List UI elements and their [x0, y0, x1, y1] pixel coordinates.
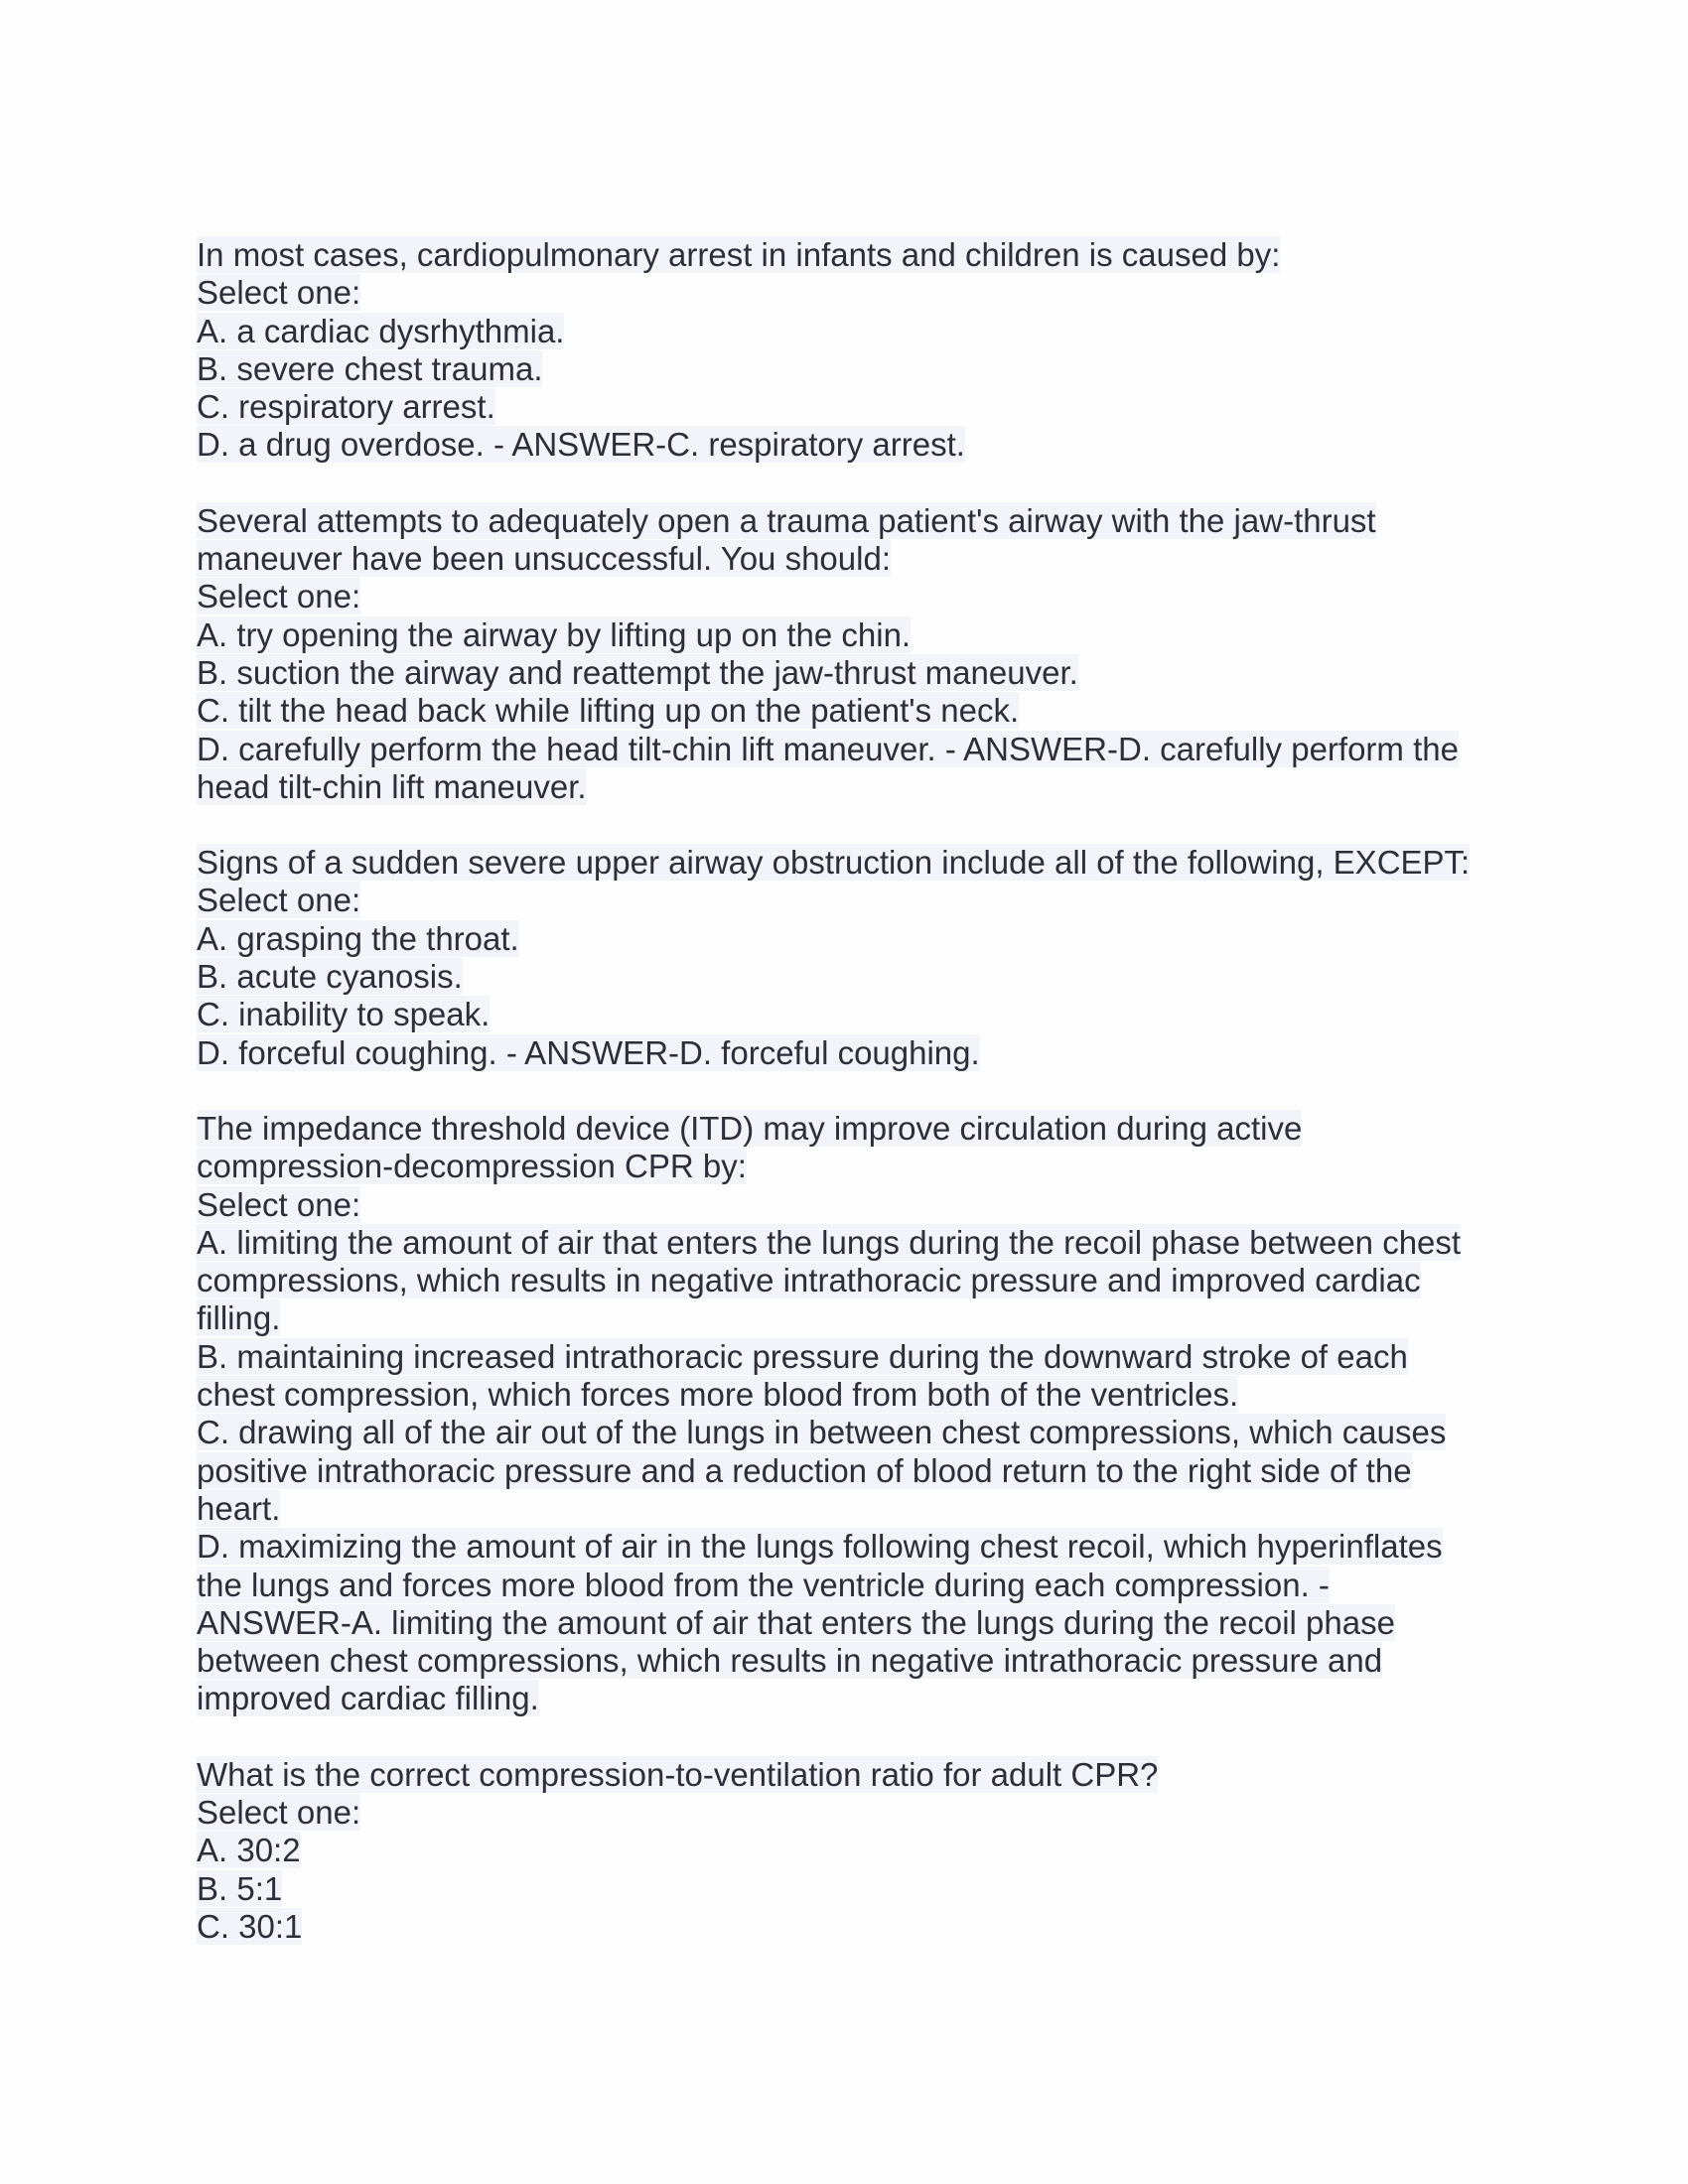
answer-option-line: C. inability to speak.: [197, 996, 491, 1033]
answer-option-line: compressions, which results in negative intrathoracic pressure and improved cardiac: [197, 1262, 1421, 1299]
select-one-instruction: Select one:: [197, 578, 361, 615]
answer-option-line: head tilt-chin lift maneuver.: [197, 767, 587, 805]
answer-option-line: improved cardiac filling.: [197, 1680, 539, 1717]
answer-option-line: D. forceful coughing. - ANSWER-D. forceful coughing.: [197, 1033, 980, 1071]
answer-option-line: C. tilt the head back while lifting up on the patient's neck.: [197, 692, 1020, 730]
answer-option-line: A. 30:2: [197, 1832, 301, 1869]
answer-option-line: A. limiting the amount of air that enters the lungs during the recoil phase between chest: [197, 1223, 1462, 1261]
select-one-instruction: Select one:: [197, 1185, 361, 1223]
answer-option-line: B. severe chest trauma.: [197, 349, 543, 387]
question-stem-line: maneuver have been unsuccessful. You should:: [197, 540, 891, 578]
question-stem-line: Several attempts to adequately open a trauma patient's airway with the jaw-thrust: [197, 501, 1376, 539]
answer-option-line: C. respiratory arrest.: [197, 388, 495, 426]
answer-option-line: A. a cardiac dysrhythmia.: [197, 312, 565, 349]
answer-option-line: B. suction the airway and reattempt the jaw-thrust maneuver.: [197, 653, 1078, 691]
select-one-instruction: Select one:: [197, 1793, 361, 1831]
answer-option-line: D. maximizing the amount of air in the lungs following chest recoil, which hyperinflates: [197, 1528, 1443, 1566]
answer-option-line: between chest compressions, which results in negative intrathoracic pressure and: [197, 1642, 1383, 1680]
question-block: [197, 1110, 1497, 1718]
question-stem-line: In most cases, cardiopulmonary arrest in infants and children is caused by:: [197, 236, 1281, 273]
question-stem-line: compression-decompression CPR by:: [197, 1148, 747, 1185]
answer-option-line: C. 30:1: [197, 1907, 303, 1945]
answer-option-line: B. 5:1: [197, 1869, 283, 1907]
select-one-instruction: Select one:: [197, 882, 361, 919]
answer-option-line: B. acute cyanosis.: [197, 958, 463, 996]
answer-option-line: C. drawing all of the air out of the lungs in between chest compressions, which causes: [197, 1414, 1447, 1451]
question-stem-line: Signs of a sudden severe upper airway obstruction include all of the following, EXCEPT:: [197, 844, 1471, 882]
answer-option-line: D. a drug overdose. - ANSWER-C. respiratory arrest.: [197, 426, 965, 464]
answer-option-line: A. try opening the airway by lifting up on the chin.: [197, 615, 912, 653]
question-stem-line: The impedance threshold device (ITD) may improve circulation during active: [197, 1109, 1303, 1147]
answer-option-line: heart.: [197, 1489, 281, 1527]
question-stem-line: What is the correct compression-to-ventilation ratio for adult CPR?: [197, 1755, 1159, 1793]
answer-option-line: positive intrathoracic pressure and a reduction of blood return to the right side of the: [197, 1451, 1412, 1489]
question-block: [197, 844, 1497, 1072]
question-block: [197, 1756, 1497, 1946]
question-block: [197, 502, 1497, 806]
answer-option-line: A. grasping the throat.: [197, 919, 519, 957]
question-block: [197, 236, 1497, 465]
quiz-content: [197, 236, 1497, 1983]
answer-option-line: ANSWER-A. limiting the amount of air that enters the lungs during the recoil phase: [197, 1603, 1395, 1641]
select-one-instruction: Select one:: [197, 274, 361, 312]
answer-option-line: filling.: [197, 1299, 281, 1337]
answer-option-line: B. maintaining increased intrathoracic pressure during the downward stroke of each: [197, 1337, 1408, 1375]
answer-option-line: the lungs and forces more blood from the ventricle during each compression. -: [197, 1566, 1330, 1603]
answer-option-line: D. carefully perform the head tilt-chin lift maneuver. - ANSWER-D. carefully perform the: [197, 730, 1459, 767]
answer-option-line: chest compression, which forces more blood from both of the ventricles.: [197, 1376, 1239, 1414]
